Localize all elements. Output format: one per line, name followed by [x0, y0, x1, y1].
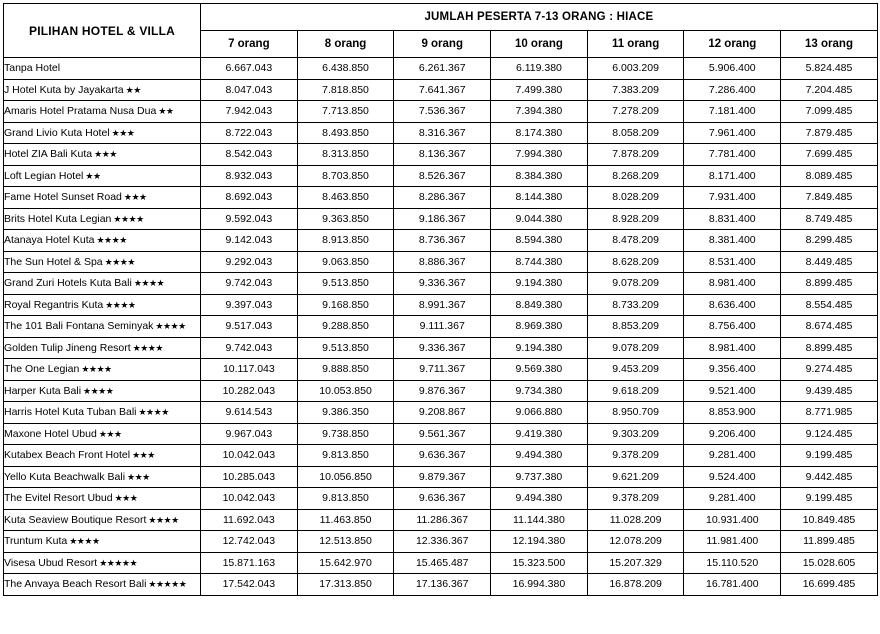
hotel-name-cell — [4, 337, 201, 359]
price-cell: 8.542.043 — [201, 144, 298, 166]
price-cell: 9.592.043 — [201, 208, 298, 230]
hotel-name-label: The Anvaya Beach Resort Bali — [4, 578, 147, 591]
hotel-name-cell — [4, 79, 201, 101]
price-cell: 11.028.209 — [587, 509, 684, 531]
table-row — [4, 187, 878, 209]
price-cell: 12.336.367 — [394, 531, 491, 553]
star-rating-icon: ★★ — [83, 170, 101, 181]
table-row — [4, 531, 878, 553]
price-cell: 6.119.380 — [491, 58, 588, 80]
table-row — [4, 165, 878, 187]
price-cell: 9.636.367 — [394, 445, 491, 467]
price-cell: 9.336.367 — [394, 273, 491, 295]
price-cell: 8.849.380 — [491, 294, 588, 316]
price-cell: 10.117.043 — [201, 359, 298, 381]
price-cell: 10.053.850 — [297, 380, 394, 402]
star-rating-icon: ★★★★ — [103, 299, 136, 310]
price-cell: 10.282.043 — [201, 380, 298, 402]
price-cell: 15.110.520 — [684, 552, 781, 574]
price-cell: 12.194.380 — [491, 531, 588, 553]
price-cell: 10.042.043 — [201, 445, 298, 467]
price-cell: 6.003.209 — [587, 58, 684, 80]
price-cell: 9.636.367 — [394, 488, 491, 510]
price-cell: 9.524.400 — [684, 466, 781, 488]
table-row — [4, 79, 878, 101]
star-rating-icon: ★★★★ — [94, 235, 127, 246]
price-cell: 15.028.605 — [781, 552, 878, 574]
star-rating-icon: ★★★ — [112, 493, 138, 504]
price-cell: 8.136.367 — [394, 144, 491, 166]
price-cell: 12.078.209 — [587, 531, 684, 553]
price-cell: 9.442.485 — [781, 466, 878, 488]
table-row — [4, 337, 878, 359]
price-cell: 8.384.380 — [491, 165, 588, 187]
price-cell: 5.906.400 — [684, 58, 781, 80]
price-cell: 9.513.850 — [297, 273, 394, 295]
price-cell: 8.991.367 — [394, 294, 491, 316]
hotel-name-cell — [4, 423, 201, 445]
hotel-name-label: Hotel ZIA Bali Kuta — [4, 148, 93, 161]
price-cell: 9.888.850 — [297, 359, 394, 381]
price-cell: 9.378.209 — [587, 488, 684, 510]
star-rating-icon: ★★★★ — [131, 278, 165, 289]
price-cell: 9.494.380 — [491, 445, 588, 467]
price-cell: 5.824.485 — [781, 58, 878, 80]
price-cell: 10.056.850 — [297, 466, 394, 488]
price-cell: 9.199.485 — [781, 445, 878, 467]
hotel-name-cell — [4, 208, 201, 230]
hotel-name-label: Harper Kuta Bali — [4, 384, 82, 397]
hotel-name-label: Yello Kuta Beachwalk Bali — [4, 470, 126, 483]
price-cell: 6.438.850 — [297, 58, 394, 80]
price-cell: 10.849.485 — [781, 509, 878, 531]
hotel-name-label: Atanaya Hotel Kuta — [4, 234, 95, 247]
hotel-name-cell — [4, 531, 201, 553]
hotel-name-label: The One Legian — [4, 363, 80, 376]
hotel-name-cell — [4, 101, 201, 123]
hotel-name-cell — [4, 165, 201, 187]
hotel-name-cell — [4, 574, 201, 596]
star-rating-icon: ★★★★ — [102, 256, 135, 267]
price-cell: 8.928.209 — [587, 208, 684, 230]
price-cell: 8.749.485 — [781, 208, 878, 230]
star-rating-icon: ★★★ — [130, 450, 155, 461]
price-cell: 8.171.400 — [684, 165, 781, 187]
hotel-name-cell — [4, 488, 201, 510]
price-cell: 8.981.400 — [684, 273, 781, 295]
price-cell: 9.453.209 — [587, 359, 684, 381]
hotel-name-cell — [4, 509, 201, 531]
header-hotel-column: PILIHAN HOTEL & VILLA — [4, 4, 201, 58]
price-cell: 8.089.485 — [781, 165, 878, 187]
price-cell: 8.554.485 — [781, 294, 878, 316]
table-row — [4, 509, 878, 531]
price-cell: 11.981.400 — [684, 531, 781, 553]
hotel-name-label: J Hotel Kuta by Jayakarta — [4, 83, 124, 96]
table-row — [4, 273, 878, 295]
price-cell: 16.781.400 — [684, 574, 781, 596]
price-cell: 8.899.485 — [781, 273, 878, 295]
table-row — [4, 230, 878, 252]
price-cell: 9.513.850 — [297, 337, 394, 359]
hotel-name-cell — [4, 187, 201, 209]
table-row — [4, 359, 878, 381]
hotel-name-cell — [4, 251, 201, 273]
star-rating-icon: ★★★ — [121, 192, 147, 203]
hotel-price-table — [3, 3, 878, 596]
price-cell: 15.465.487 — [394, 552, 491, 574]
table-row — [4, 552, 878, 574]
price-cell: 7.699.485 — [781, 144, 878, 166]
hotel-name-label: The Sun Hotel & Spa — [4, 255, 103, 268]
price-cell: 7.849.485 — [781, 187, 878, 209]
price-cell: 7.878.209 — [587, 144, 684, 166]
star-rating-icon: ★★★★★ — [146, 579, 187, 590]
price-cell: 8.628.209 — [587, 251, 684, 273]
price-cell: 9.521.400 — [684, 380, 781, 402]
price-cell: 9.078.209 — [587, 273, 684, 295]
hotel-name-cell — [4, 402, 201, 424]
price-cell: 9.621.209 — [587, 466, 684, 488]
price-cell: 8.831.400 — [684, 208, 781, 230]
price-cell: 7.641.367 — [394, 79, 491, 101]
price-cell: 8.594.380 — [491, 230, 588, 252]
star-rating-icon: ★★★★ — [136, 407, 169, 418]
hotel-name-label: Tanpa Hotel — [4, 62, 61, 75]
price-cell: 9.439.485 — [781, 380, 878, 402]
price-cell: 7.961.400 — [684, 122, 781, 144]
hotel-name-cell — [4, 316, 201, 338]
price-cell: 9.711.367 — [394, 359, 491, 381]
hotel-name-label: The Evitel Resort Ubud — [4, 492, 113, 505]
price-cell: 9.208.867 — [394, 402, 491, 424]
price-cell: 9.967.043 — [201, 423, 298, 445]
price-cell: 8.449.485 — [781, 251, 878, 273]
price-cell: 8.047.043 — [201, 79, 298, 101]
hotel-name-label: Harris Hotel Kuta Tuban Bali — [4, 406, 137, 419]
price-cell: 9.044.380 — [491, 208, 588, 230]
price-cell: 7.942.043 — [201, 101, 298, 123]
header-col-9orang: 9 orang — [394, 31, 491, 58]
table-row — [4, 466, 878, 488]
hotel-name-label: Brits Hotel Kuta Legian — [4, 212, 112, 225]
price-cell: 8.736.367 — [394, 230, 491, 252]
hotel-name-cell — [4, 294, 201, 316]
star-rating-icon: ★★ — [123, 84, 141, 95]
price-cell: 10.042.043 — [201, 488, 298, 510]
star-rating-icon: ★★★★ — [81, 385, 114, 396]
header-col-8orang: 8 orang — [297, 31, 394, 58]
price-cell: 8.028.209 — [587, 187, 684, 209]
table-row — [4, 122, 878, 144]
price-cell: 8.756.400 — [684, 316, 781, 338]
price-cell: 7.931.400 — [684, 187, 781, 209]
hotel-name-cell — [4, 445, 201, 467]
hotel-name-label: The 101 Bali Fontana Seminyak — [4, 320, 154, 333]
price-cell: 9.813.850 — [297, 445, 394, 467]
hotel-name-label: Truntum Kuta — [4, 535, 68, 548]
table-row — [4, 574, 878, 596]
star-rating-icon: ★★★★ — [153, 321, 186, 332]
header-col-11orang: 11 orang — [587, 31, 684, 58]
price-cell: 8.058.209 — [587, 122, 684, 144]
price-cell: 16.994.380 — [491, 574, 588, 596]
price-cell: 9.561.367 — [394, 423, 491, 445]
price-cell: 9.078.209 — [587, 337, 684, 359]
price-cell: 17.313.850 — [297, 574, 394, 596]
price-cell: 8.853.900 — [684, 402, 781, 424]
price-cell: 8.286.367 — [394, 187, 491, 209]
hotel-name-label: Kuta Seaview Boutique Resort — [4, 513, 147, 526]
price-cell: 9.063.850 — [297, 251, 394, 273]
price-cell: 7.536.367 — [394, 101, 491, 123]
hotel-name-label: Maxone Hotel Ubud — [4, 427, 97, 440]
hotel-name-cell — [4, 58, 201, 80]
hotel-name-cell — [4, 144, 201, 166]
price-cell: 8.531.400 — [684, 251, 781, 273]
table-row — [4, 208, 878, 230]
price-cell: 17.542.043 — [201, 574, 298, 596]
hotel-name-label: Kutabex Beach Front Hotel — [4, 449, 131, 462]
price-cell: 9.281.400 — [684, 445, 781, 467]
price-cell: 7.099.485 — [781, 101, 878, 123]
star-rating-icon: ★★★★ — [79, 364, 112, 375]
header-col-10orang: 10 orang — [491, 31, 588, 58]
price-cell: 8.463.850 — [297, 187, 394, 209]
table-row — [4, 423, 878, 445]
price-cell: 15.871.163 — [201, 552, 298, 574]
price-cell: 7.383.209 — [587, 79, 684, 101]
price-cell: 11.692.043 — [201, 509, 298, 531]
price-cell: 9.336.367 — [394, 337, 491, 359]
hotel-name-cell — [4, 122, 201, 144]
price-cell: 9.614.543 — [201, 402, 298, 424]
price-cell: 9.274.485 — [781, 359, 878, 381]
hotel-name-cell — [4, 273, 201, 295]
price-cell: 8.913.850 — [297, 230, 394, 252]
price-cell: 8.771.985 — [781, 402, 878, 424]
star-rating-icon: ★★★ — [96, 428, 122, 439]
price-cell: 7.781.400 — [684, 144, 781, 166]
star-rating-icon: ★★★★ — [111, 213, 144, 224]
price-cell: 8.950.709 — [587, 402, 684, 424]
price-cell: 9.124.485 — [781, 423, 878, 445]
price-cell: 8.268.209 — [587, 165, 684, 187]
price-cell: 8.381.400 — [684, 230, 781, 252]
price-cell: 8.478.209 — [587, 230, 684, 252]
price-cell: 7.879.485 — [781, 122, 878, 144]
star-rating-icon: ★★ — [156, 106, 174, 117]
price-cell: 9.194.380 — [491, 273, 588, 295]
hotel-name-label: Grand Zuri Hotels Kuta Bali — [4, 277, 132, 290]
hotel-name-label: Fame Hotel Sunset Road — [4, 191, 122, 204]
price-cell: 10.285.043 — [201, 466, 298, 488]
price-cell: 11.286.367 — [394, 509, 491, 531]
price-cell: 12.513.850 — [297, 531, 394, 553]
price-cell: 8.316.367 — [394, 122, 491, 144]
price-cell: 9.742.043 — [201, 273, 298, 295]
price-cell: 9.356.400 — [684, 359, 781, 381]
price-cell: 11.899.485 — [781, 531, 878, 553]
price-cell: 7.499.380 — [491, 79, 588, 101]
price-cell: 9.494.380 — [491, 488, 588, 510]
price-cell: 9.066.880 — [491, 402, 588, 424]
price-cell: 7.994.380 — [491, 144, 588, 166]
table-row — [4, 294, 878, 316]
price-cell: 9.738.850 — [297, 423, 394, 445]
price-cell: 8.744.380 — [491, 251, 588, 273]
price-cell: 9.292.043 — [201, 251, 298, 273]
hotel-name-label: Loft Legian Hotel — [4, 169, 84, 182]
price-cell: 9.419.380 — [491, 423, 588, 445]
table-row — [4, 402, 878, 424]
price-cell: 9.111.367 — [394, 316, 491, 338]
table-row — [4, 251, 878, 273]
price-cell: 9.737.380 — [491, 466, 588, 488]
price-cell: 9.876.367 — [394, 380, 491, 402]
price-cell: 7.818.850 — [297, 79, 394, 101]
price-cell: 9.363.850 — [297, 208, 394, 230]
price-cell: 9.517.043 — [201, 316, 298, 338]
price-cell: 9.734.380 — [491, 380, 588, 402]
table-header — [4, 4, 878, 58]
price-cell: 11.144.380 — [491, 509, 588, 531]
table-row — [4, 101, 878, 123]
price-cell: 9.569.380 — [491, 359, 588, 381]
price-cell: 7.394.380 — [491, 101, 588, 123]
price-cell: 9.813.850 — [297, 488, 394, 510]
hotel-name-cell — [4, 466, 201, 488]
price-cell: 8.733.209 — [587, 294, 684, 316]
price-cell: 8.526.367 — [394, 165, 491, 187]
price-cell: 9.303.209 — [587, 423, 684, 445]
price-cell: 8.299.485 — [781, 230, 878, 252]
price-cell: 8.692.043 — [201, 187, 298, 209]
price-cell: 6.261.367 — [394, 58, 491, 80]
star-rating-icon: ★★★★ — [130, 342, 163, 353]
price-cell: 15.207.329 — [587, 552, 684, 574]
hotel-name-label: Grand Livio Kuta Hotel — [4, 126, 110, 139]
price-cell: 7.278.209 — [587, 101, 684, 123]
star-rating-icon: ★★★ — [109, 127, 135, 138]
table-row — [4, 316, 878, 338]
table-row — [4, 144, 878, 166]
price-cell: 8.636.400 — [684, 294, 781, 316]
star-rating-icon: ★★★ — [92, 149, 117, 160]
price-cell: 9.397.043 — [201, 294, 298, 316]
hotel-name-cell — [4, 552, 201, 574]
price-cell: 16.699.485 — [781, 574, 878, 596]
price-cell: 9.742.043 — [201, 337, 298, 359]
price-cell: 8.853.209 — [587, 316, 684, 338]
price-cell: 8.932.043 — [201, 165, 298, 187]
price-cell: 17.136.367 — [394, 574, 491, 596]
price-cell: 7.181.400 — [684, 101, 781, 123]
price-cell: 12.742.043 — [201, 531, 298, 553]
price-cell: 9.378.209 — [587, 445, 684, 467]
price-cell: 9.168.850 — [297, 294, 394, 316]
price-cell: 8.174.380 — [491, 122, 588, 144]
price-cell: 9.386.350 — [297, 402, 394, 424]
price-cell: 9.206.400 — [684, 423, 781, 445]
header-col-7orang: 7 orang — [201, 31, 298, 58]
price-cell: 9.194.380 — [491, 337, 588, 359]
hotel-name-cell — [4, 380, 201, 402]
price-cell: 8.886.367 — [394, 251, 491, 273]
star-rating-icon: ★★★★★ — [97, 557, 138, 568]
price-cell: 8.493.850 — [297, 122, 394, 144]
star-rating-icon: ★★★ — [125, 471, 150, 482]
price-cell: 15.323.500 — [491, 552, 588, 574]
price-cell: 7.286.400 — [684, 79, 781, 101]
hotel-name-label: Golden Tulip Jineng Resort — [4, 341, 131, 354]
price-cell: 8.313.850 — [297, 144, 394, 166]
price-cell: 9.281.400 — [684, 488, 781, 510]
price-cell: 7.204.485 — [781, 79, 878, 101]
star-rating-icon: ★★★★ — [67, 536, 100, 547]
star-rating-icon: ★★★★ — [146, 514, 179, 525]
price-cell: 15.642.970 — [297, 552, 394, 574]
header-main-title: JUMLAH PESERTA 7-13 ORANG : HIACE — [201, 4, 878, 31]
table-row — [4, 488, 878, 510]
price-cell: 9.199.485 — [781, 488, 878, 510]
header-col-13orang: 13 orang — [781, 31, 878, 58]
hotel-name-cell — [4, 230, 201, 252]
hotel-name-label: Amaris Hotel Pratama Nusa Dua — [4, 105, 157, 118]
price-cell: 10.931.400 — [684, 509, 781, 531]
table-body — [4, 58, 878, 596]
price-cell: 8.722.043 — [201, 122, 298, 144]
table-row — [4, 445, 878, 467]
price-cell: 6.667.043 — [201, 58, 298, 80]
hotel-name-label: Visesa Ubud Resort — [4, 556, 98, 569]
price-cell: 8.969.380 — [491, 316, 588, 338]
price-cell: 8.899.485 — [781, 337, 878, 359]
price-cell: 9.618.209 — [587, 380, 684, 402]
price-cell: 16.878.209 — [587, 574, 684, 596]
price-cell: 8.981.400 — [684, 337, 781, 359]
price-cell: 9.879.367 — [394, 466, 491, 488]
table-row — [4, 58, 878, 80]
price-cell: 9.186.367 — [394, 208, 491, 230]
price-cell: 9.142.043 — [201, 230, 298, 252]
header-col-12orang: 12 orang — [684, 31, 781, 58]
table-row — [4, 380, 878, 402]
price-cell: 7.713.850 — [297, 101, 394, 123]
price-cell: 9.288.850 — [297, 316, 394, 338]
price-cell: 8.674.485 — [781, 316, 878, 338]
price-cell: 8.703.850 — [297, 165, 394, 187]
hotel-name-label: Royal Regantris Kuta — [4, 298, 104, 311]
hotel-name-cell — [4, 359, 201, 381]
price-cell: 8.144.380 — [491, 187, 588, 209]
price-cell: 11.463.850 — [297, 509, 394, 531]
